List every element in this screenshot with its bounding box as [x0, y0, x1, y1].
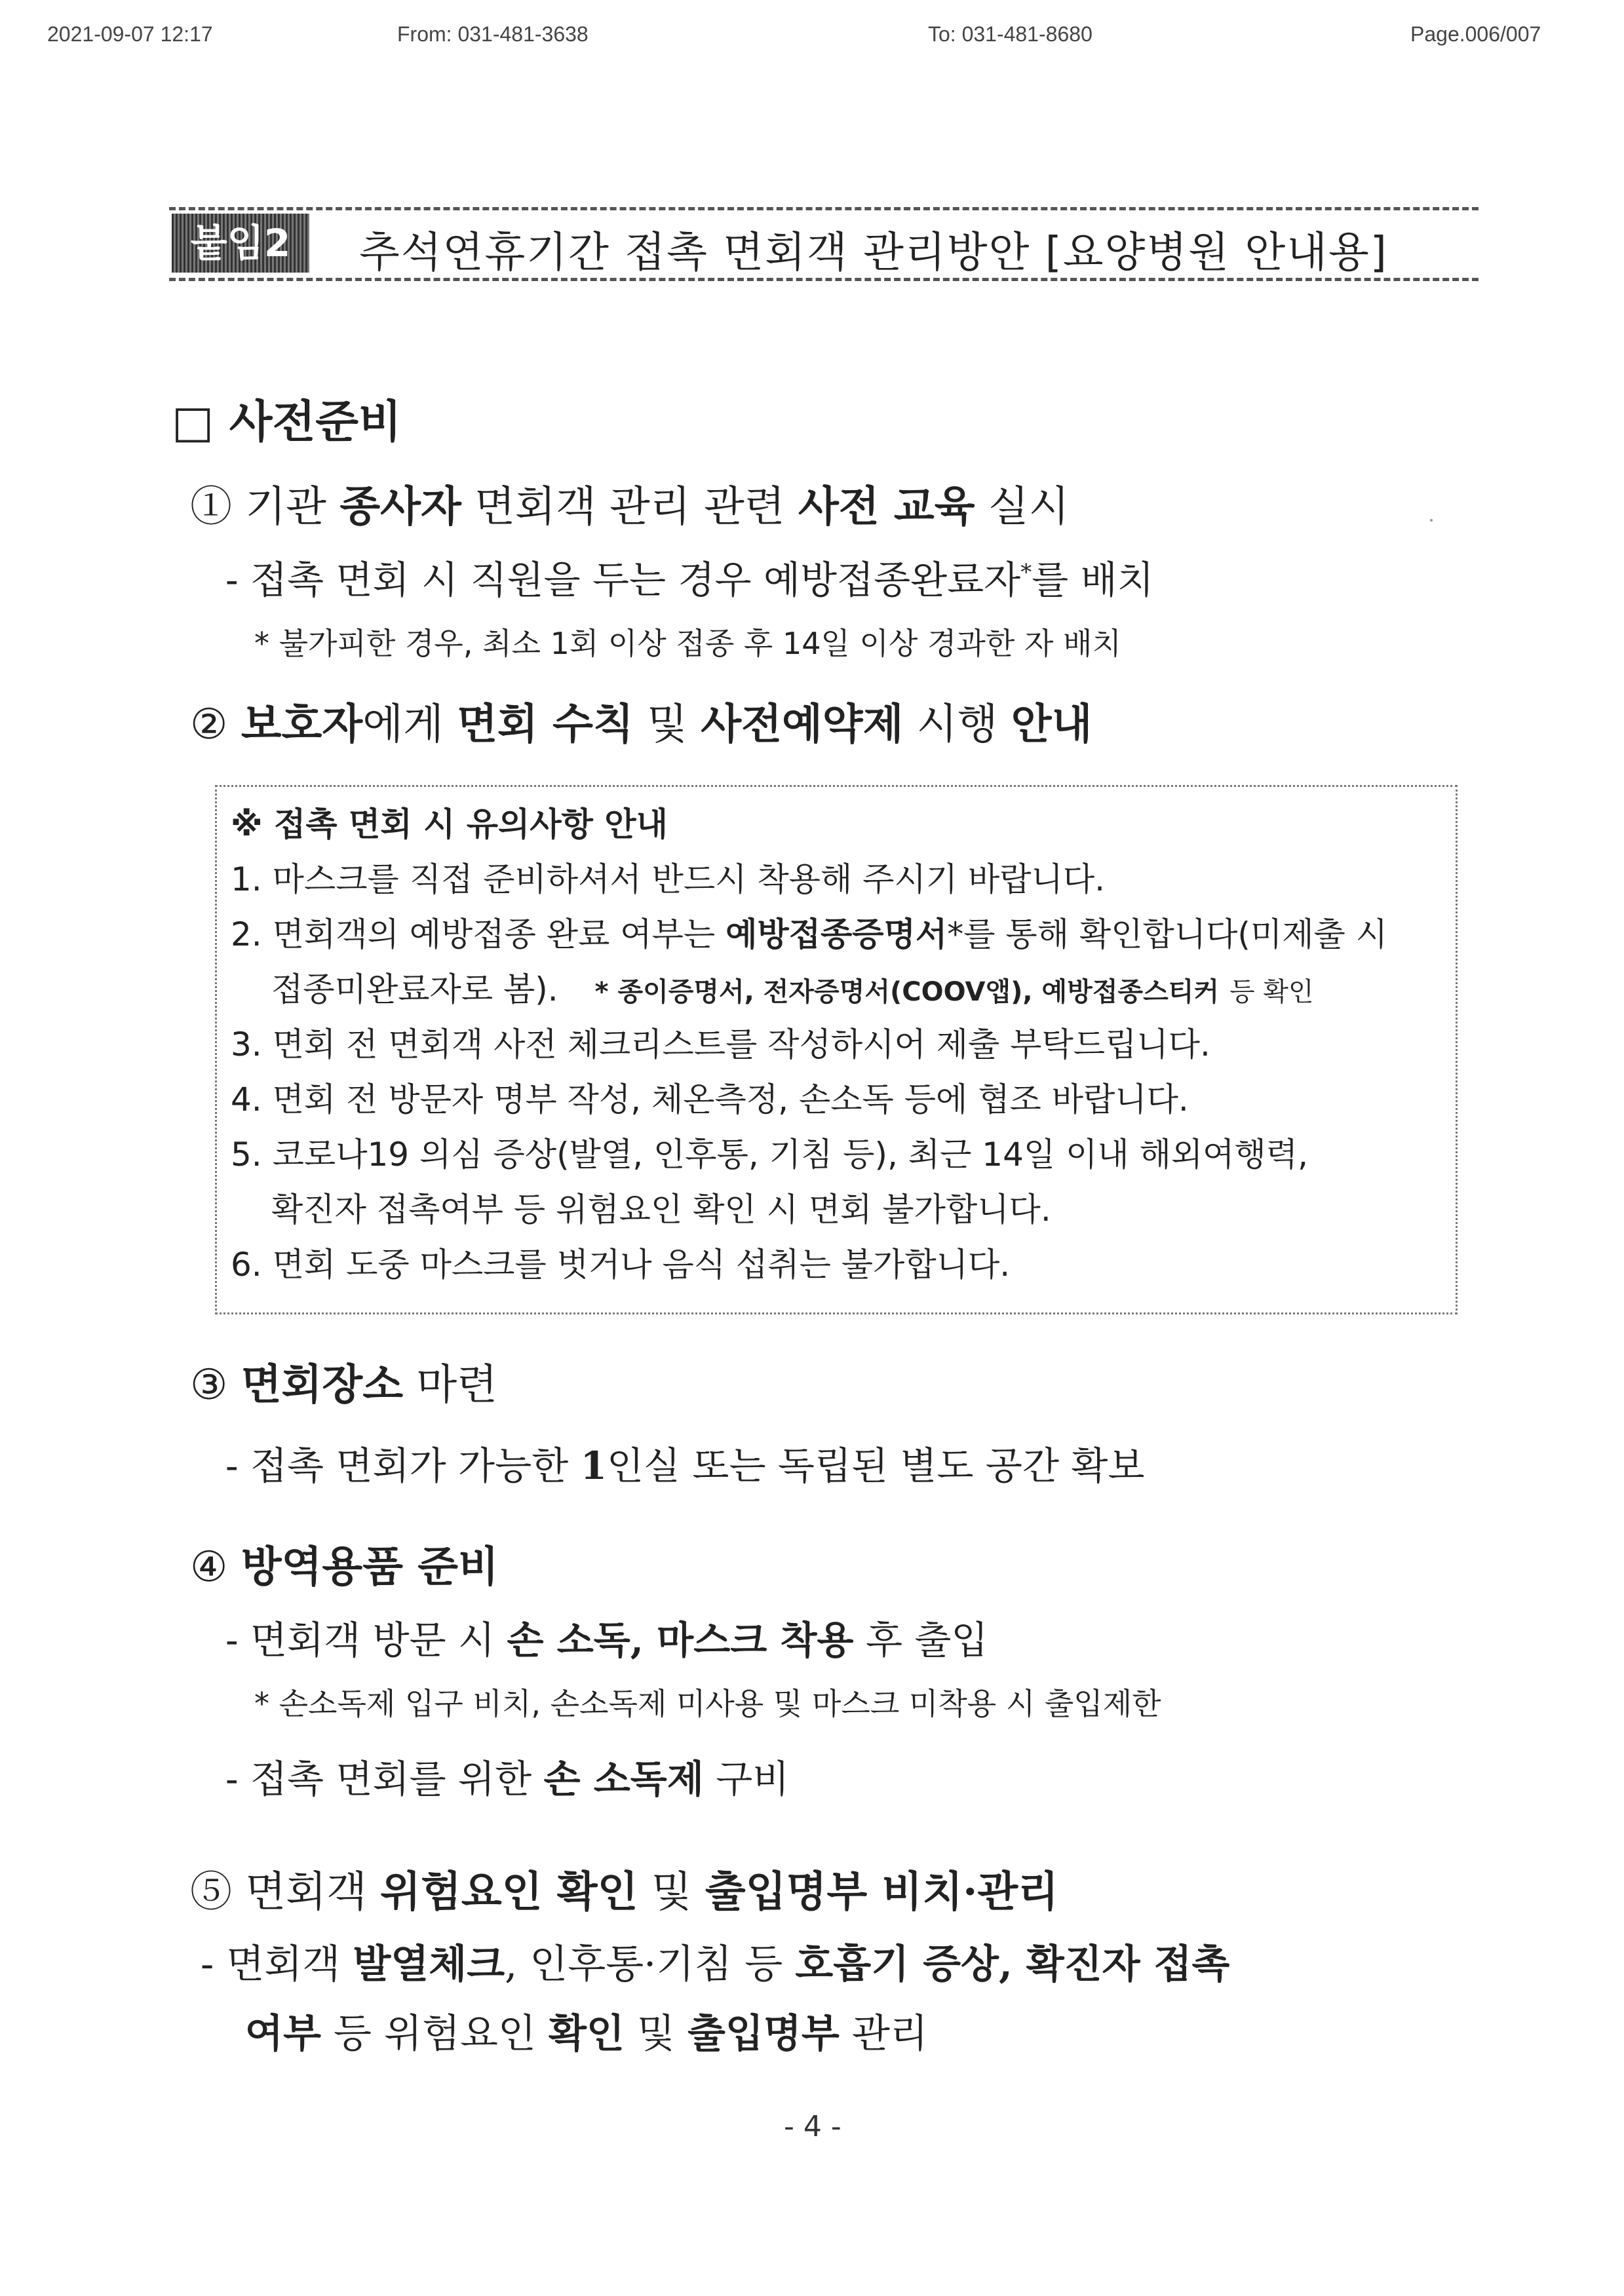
- item-1-note: * 불가피한 경우, 최소 1회 이상 접종 후 14일 이상 경과한 자 배치: [254, 626, 1121, 661]
- notice-line-6: 6. 면회 도중 마스크를 벗거나 음식 섭취는 불가합니다.: [231, 1246, 1011, 1284]
- item-1: ① 기관 종사자 면회객 관리 관련 사전 교육 실시: [190, 482, 1070, 531]
- notice-line-5-cont: 확진자 접촉여부 등 위험요인 확인 시 면회 불가합니다.: [271, 1191, 1051, 1229]
- notice-line-5: 5. 코로나19 의심 증상(발열, 인후통, 기침 등), 최근 14일 이내 해외여행력,: [231, 1136, 1308, 1174]
- page-number: - 4 -: [784, 2110, 841, 2143]
- title-top-rule: [169, 207, 1479, 210]
- notice-line-3: 3. 면회 전 면회객 사전 체크리스트를 작성하시어 제출 부탁드립니다.: [231, 1025, 1210, 1063]
- item-3-sub: - 접촉 면회가 가능한 1인실 또는 독립된 별도 공간 확보: [225, 1444, 1145, 1488]
- fax-to: To: 031-481-8680: [928, 22, 1092, 46]
- notice-heading: ※ 접촉 면회 시 유의사항 안내: [231, 805, 668, 843]
- notice-line-2: 2. 면회객의 예방접종 완료 여부는 예방접종증명서*를 통해 확인합니다(미제출 시: [231, 915, 1387, 953]
- title-bottom-rule: [169, 278, 1479, 281]
- item-4-number: ④: [190, 1543, 228, 1592]
- item-4: ④ 방역용품 준비: [190, 1542, 499, 1592]
- notice-line-2-cont: 접종미완료자로 봄). * 종이증명서, 전자증명서(COOV앱), 예방접종스티커 등 확인: [271, 970, 1314, 1008]
- item-4-note: * 손소독제 입구 비치, 손소독제 미사용 및 마스크 미착용 시 출입제한: [254, 1686, 1161, 1721]
- item-2-number: ②: [190, 700, 228, 749]
- section-heading: □ 사전준비: [172, 396, 402, 448]
- item-5: ⑤ 면회객 위험요인 확인 및 출입명부 비치·관리: [190, 1867, 1059, 1917]
- scan-speck: [1430, 519, 1433, 522]
- item-1-number: ①: [190, 483, 232, 531]
- attachment-badge: 붙임2: [172, 214, 309, 273]
- fax-from: From: 031-481-3638: [397, 22, 589, 46]
- item-1-sub: - 접촉 면회 시 직원을 두는 경우 예방접종완료자*를 배치: [225, 558, 1154, 602]
- item-3: ③ 면회장소 마련: [190, 1360, 498, 1409]
- notice-line-4: 4. 면회 전 방문자 명부 작성, 체온측정, 손소독 등에 협조 바랍니다.: [231, 1081, 1189, 1119]
- fax-datetime: 2021-09-07 12:17: [47, 22, 213, 46]
- item-4-sub-2: - 접촉 면회를 위한 손 소독제 구비: [225, 1757, 790, 1801]
- fax-page: Page.006/007: [1410, 22, 1541, 46]
- item-5-sub-line-1: - 면회객 발열체크, 인후통·기침 등 호흡기 증상, 확진자 접촉: [201, 1942, 1230, 1987]
- item-2: ② 보호자에게 면회 수칙 및 사전예약제 시행 안내: [190, 700, 1092, 749]
- page-title: 추석연휴기간 접촉 면회객 관리방안 [요양병원 안내용]: [359, 229, 1388, 277]
- notice-line-1: 1. 마스크를 직접 준비하셔서 반드시 착용해 주시기 바랍니다.: [231, 860, 1106, 898]
- item-4-sub-1: - 면회객 방문 시 손 소독, 마스크 착용 후 출입: [225, 1618, 988, 1662]
- item-3-number: ③: [190, 1361, 228, 1409]
- item-5-number: ⑤: [190, 1868, 232, 1917]
- item-5-sub-line-2: 여부 등 위험요인 확인 및 출입명부 관리: [245, 2011, 928, 2057]
